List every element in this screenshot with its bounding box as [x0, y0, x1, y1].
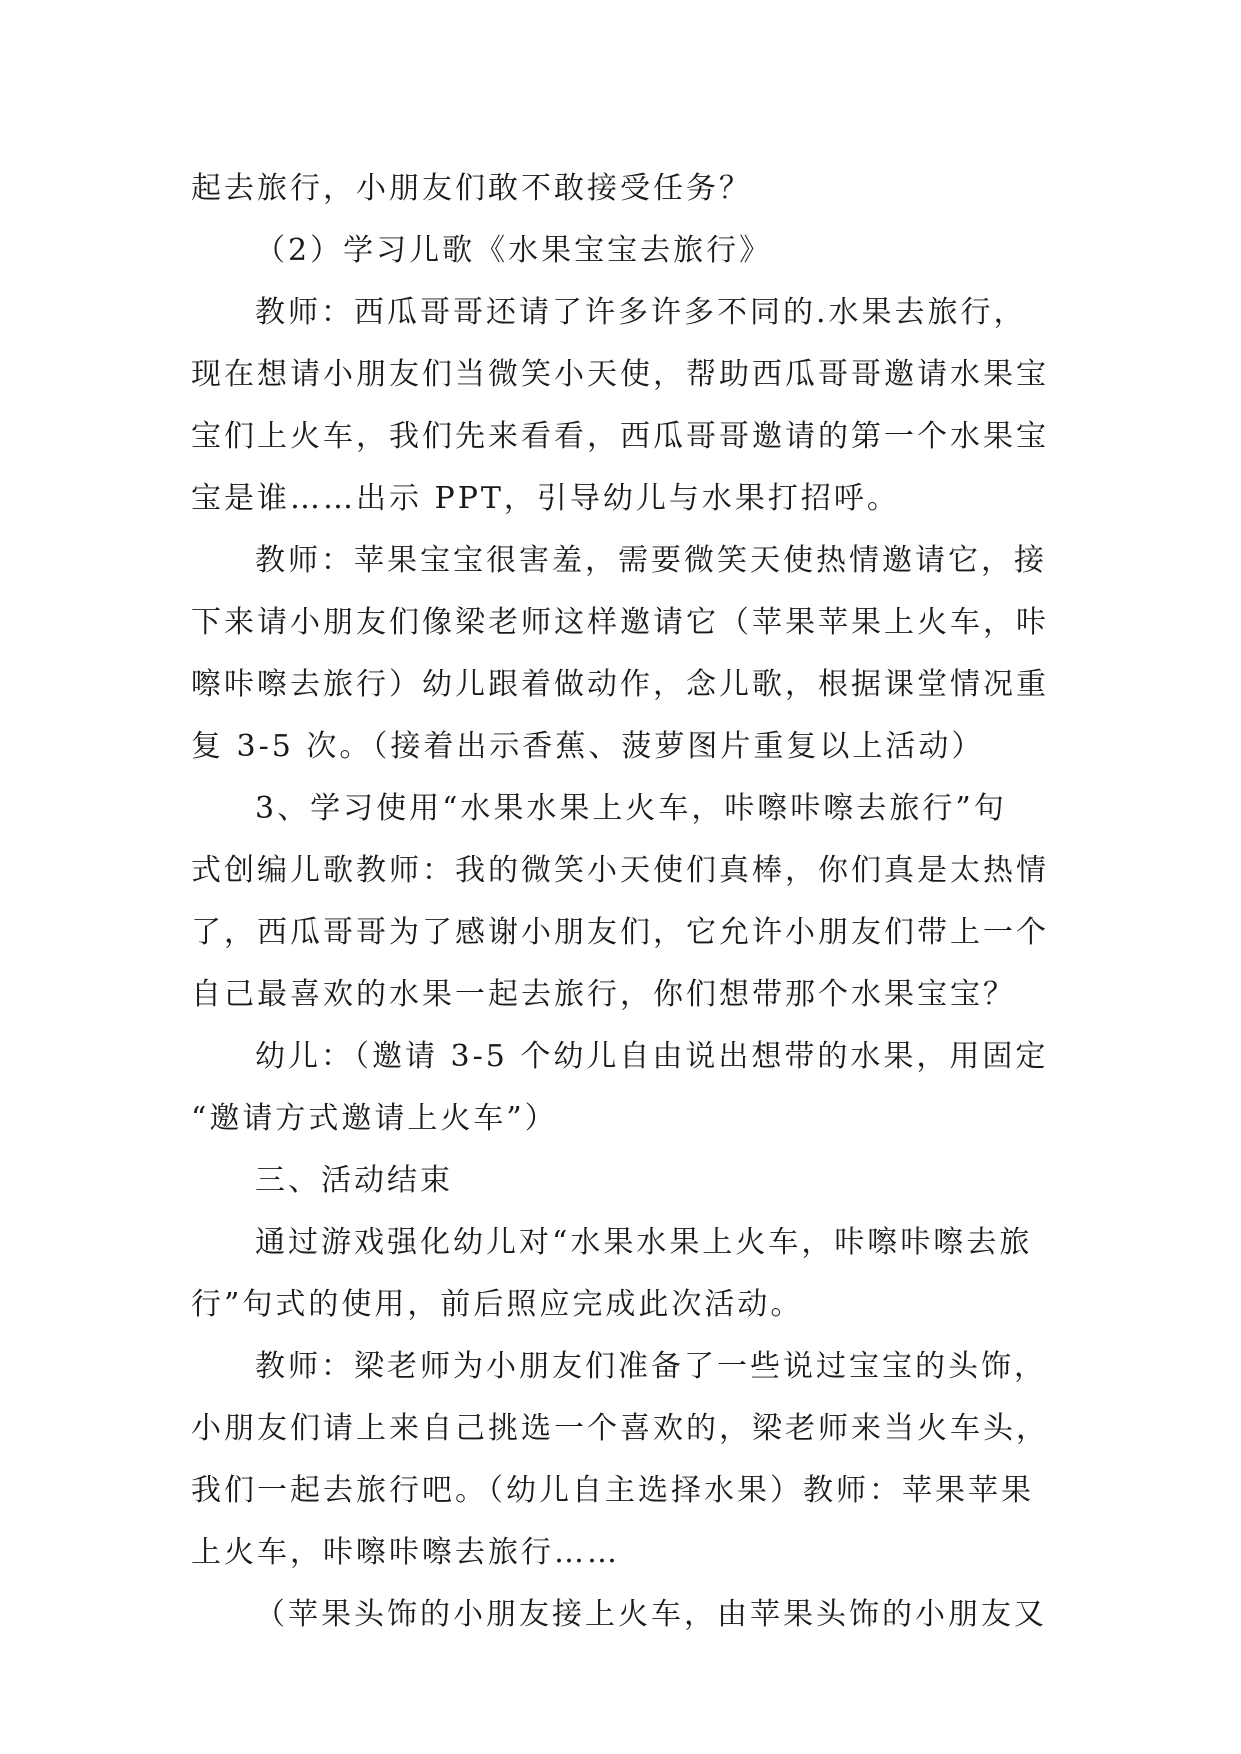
text-line: （2）学习儿歌《水果宝宝去旅行》: [255, 233, 773, 268]
text-line: 幼儿：（邀请 3-5 个幼儿自由说出想带的水果，用固定: [255, 1039, 1049, 1074]
text-line: 行”句式的使用，前后照应完成此次活动。: [191, 1287, 804, 1322]
text-line: 现在想请小朋友们当微笑小天使，帮助西瓜哥哥邀请水果宝: [191, 357, 1049, 392]
text-line: 宝是谁……出示 PPT，引导幼儿与水果打招呼。: [191, 481, 900, 516]
text-line: 小朋友们请上来自己挑选一个喜欢的，梁老师来当火车头，: [191, 1411, 1049, 1446]
text-line: 自己最喜欢的水果一起去旅行，你们想带那个水果宝宝？: [191, 977, 1016, 1012]
text-line: 3、学习使用“水果水果上火车，咔嚓咔嚓去旅行”句: [255, 791, 1007, 826]
text-line: 式创编儿歌教师：我的微笑小天使们真棒，你们真是太热情: [191, 853, 1049, 888]
text-line: 我们一起去旅行吧。（幼儿自主选择水果）教师：苹果苹果: [191, 1473, 1034, 1508]
text-line: 教师：梁老师为小朋友们准备了一些说过宝宝的头饰，: [255, 1349, 1047, 1384]
text-line: 通过游戏强化幼儿对“水果水果上火车，咔嚓咔嚓去旅: [255, 1225, 1033, 1260]
text-line: 上火车，咔嚓咔嚓去旅行……: [191, 1535, 620, 1570]
text-line: 了，西瓜哥哥为了感谢小朋友们，它允许小朋友们带上一个: [191, 915, 1049, 950]
text-line: 教师：西瓜哥哥还请了许多许多不同的.水果去旅行，: [255, 295, 1027, 330]
text-line: 教师：苹果宝宝很害羞，需要微笑天使热情邀请它，接: [255, 543, 1047, 578]
text-line: 三、活动结束: [255, 1163, 453, 1198]
text-line: “邀请方式邀请上火车”）: [191, 1101, 558, 1136]
text-line: 复 3-5 次。（接着出示香蕉、菠萝图片重复以上活动）: [191, 729, 985, 764]
text-line: 宝们上火车，我们先来看看，西瓜哥哥邀请的第一个水果宝: [191, 419, 1049, 454]
text-line: 嚓咔嚓去旅行）幼儿跟着做动作，念儿歌，根据课堂情况重: [191, 667, 1049, 702]
document-body: [191, 158, 1057, 1646]
text-line: （苹果头饰的小朋友接上火车，由苹果头饰的小朋友又: [255, 1597, 1047, 1632]
text-line: 下来请小朋友们像梁老师这样邀请它（苹果苹果上火车，咔: [191, 605, 1049, 640]
text-line: 起去旅行，小朋友们敢不敢接受任务？: [191, 171, 752, 206]
